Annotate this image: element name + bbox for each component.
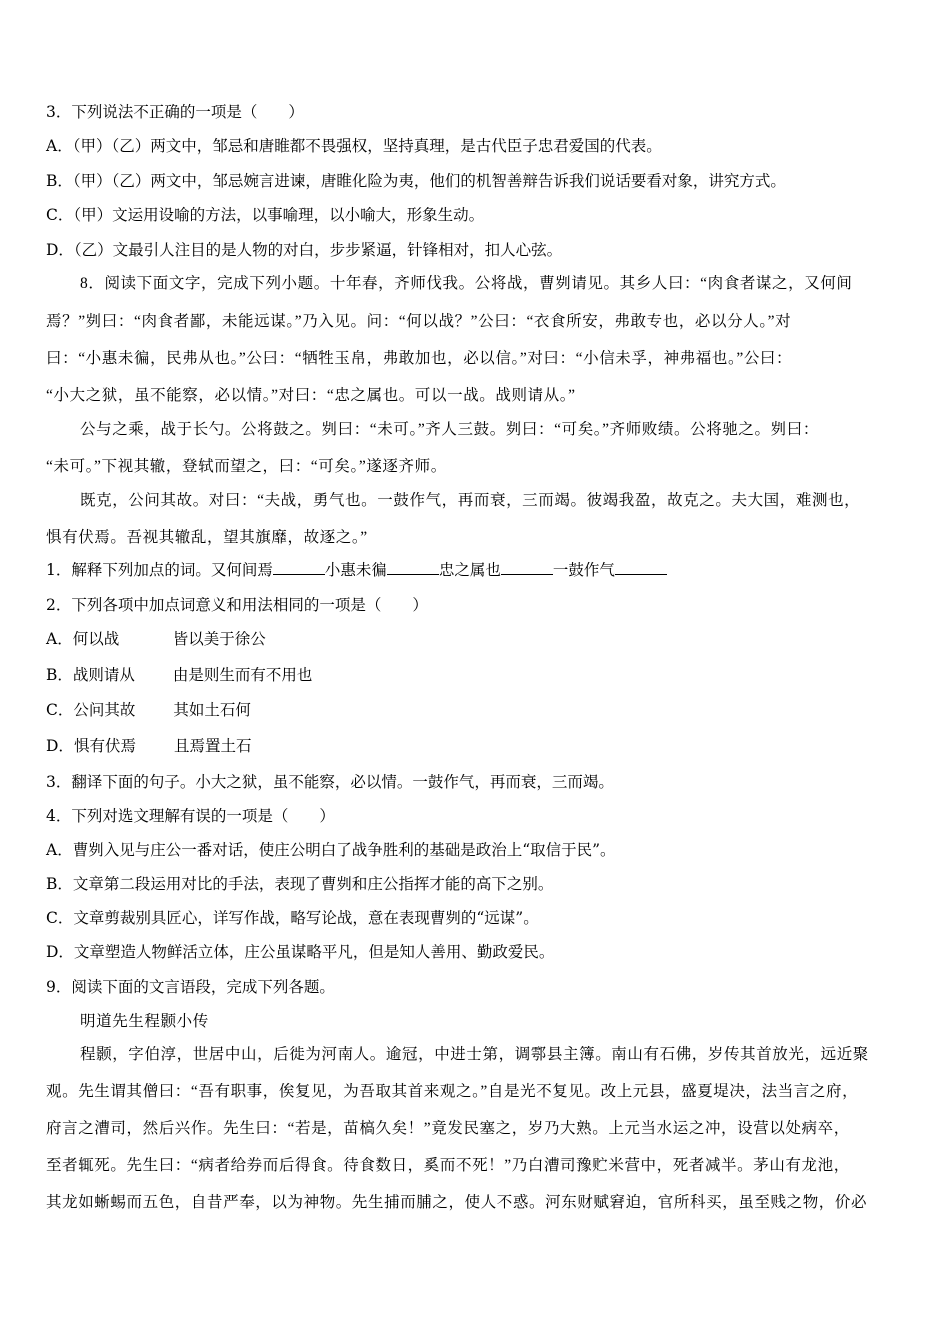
option-right-text: 皆以美于徐公 xyxy=(172,630,266,648)
q8-passage-line: 既克，公问其故。对曰：“夫战，勇气也。一鼓作气，再而衰，三而竭。彼竭我盈，故克之。夫大国，难测也， xyxy=(80,492,861,509)
q8-sub2-option-b xyxy=(46,665,312,685)
option-left-text: 战则请从 xyxy=(72,666,135,684)
answer-blank[interactable] xyxy=(273,560,325,575)
q9-passage-line: 至者辄死。先生曰：“病者给券而后得食。待食数日，奚而不死！”乃白漕司豫贮米营中，死者减半。茅山有龙池， xyxy=(46,1157,850,1174)
q9-passage-line: 其龙如蜥蜴而五色，自昔严奉，以为神物。先生捕而脯之，使人不惑。河东财赋窘迫，官所科买，虽至贱之物，价必 xyxy=(46,1194,868,1211)
option-left-text: 公问其故 xyxy=(73,701,136,719)
option-label: A． xyxy=(46,630,73,648)
q9-passage-line: 程颢，字伯淳，世居中山，后徙为河南人。逾冠，中进士第，调鄠县主簿。南山有石佛，岁传其首放光，远近聚 xyxy=(80,1046,869,1063)
q8-sub1-item: 一鼓作气 xyxy=(552,561,615,579)
q8-passage-line: “小大之狱，虽不能察，必以情。”对曰：“忠之属也。可以一战。战则请从。” xyxy=(46,387,576,404)
answer-blank[interactable] xyxy=(387,560,439,575)
option-right-text: 且焉置土石 xyxy=(173,737,252,755)
q8-passage-line: 惧有伏焉。吾视其辙乱，望其旗靡，故逐之。” xyxy=(46,529,368,546)
option-label: B． xyxy=(46,666,73,684)
q9-stem: 9．阅读下面的文言语段，完成下列各题。 xyxy=(46,978,335,996)
q9-title: 明道先生程颢小传 xyxy=(80,1013,209,1030)
option-label: D． xyxy=(46,737,74,755)
q3-option-d: D．（乙）文最引人注目的是人物的对白，步步紧逼，针锋相对，扣人心弦。 xyxy=(46,241,563,259)
q3-option-c: C．（甲）文运用设喻的方法，以事喻理，以小喻大，形象生动。 xyxy=(46,206,485,224)
q8-sub2-option-c xyxy=(46,700,251,720)
q3-option-b: B．（甲）（乙）两文中，邹忌婉言进谏，唐睢化险为夷，他们的机智善辩告诉我们说话要看对象，讲究方式。 xyxy=(46,172,786,190)
option-right-text: 由是则生而有不用也 xyxy=(172,666,313,684)
q8-sub1-item: 忠之属也 xyxy=(438,561,501,579)
q8-passage-line: 公与之乘，战于长勺。公将鼓之。刿曰：“未可。”齐人三鼓。刿曰：“可矣。”齐师败绩。公将驰之。刿曰： xyxy=(80,421,819,438)
q8-sub3: 3．翻译下面的句子。小大之狱，虽不能察，必以情。一鼓作气，再而衰，三而竭。 xyxy=(46,773,614,791)
option-left-text: 何以战 xyxy=(72,630,120,648)
q8-sub2-option-a xyxy=(46,629,266,649)
q8-passage-line: 8．阅读下面文字，完成下列小题。十年春，齐师伐我。公将战，曹刿请见。其乡人曰：“肉食者谋之，又何间 xyxy=(80,275,853,292)
q8-passage-line: “未可。”下视其辙，登轼而望之，曰：“可矣。”遂逐齐师。 xyxy=(46,458,447,475)
answer-blank[interactable] xyxy=(615,560,667,575)
q8-sub1-item: 小惠未徧 xyxy=(324,561,387,579)
q3-option-a: A．（甲）（乙）两文中，邹忌和唐睢都不畏强权，坚持真理，是古代臣子忠君爱国的代表。 xyxy=(46,137,662,155)
q8-sub4-option-a: A．曹刿入见与庄公一番对话，使庄公明白了战争胜利的基础是政治上“取信于民”。 xyxy=(46,841,616,859)
q9-passage-line: 府言之漕司，然后兴作。先生曰：“若是，苗槁久矣！”竟发民塞之，岁乃大熟。上元当水运之冲，设营以处病卒， xyxy=(46,1120,850,1137)
option-right-text: 其如土石何 xyxy=(173,701,251,719)
q9-passage-line: 观。先生谓其僧曰：“吾有职事，俟复见，为吾取其首来观之。”自是光不复见。改上元县，盛夏堤决，法当言之府， xyxy=(46,1083,859,1100)
q8-sub1 xyxy=(46,560,667,580)
q8-sub4-option-c: C．文章剪裁别具匠心，详写作战，略写论战，意在表现曹刿的“远谋”。 xyxy=(46,909,539,927)
q8-sub2-stem: 2．下列各项中加点词意义和用法相同的一项是（ ） xyxy=(46,596,428,614)
q8-sub1-label: 1．解释下列加点的词。 xyxy=(46,561,211,579)
q8-sub1-item: 又何间焉 xyxy=(210,561,273,579)
option-left-text: 惧有伏焉 xyxy=(73,737,136,755)
q8-sub4-option-d: D．文章塑造人物鲜活立体，庄公虽谋略平凡，但是知人善用、勤政爱民。 xyxy=(46,943,555,961)
q8-sub4-stem: 4．下列对选文理解有误的一项是（ ） xyxy=(46,807,335,825)
q3-stem: 3．下列说法不正确的一项是（ ） xyxy=(46,103,304,121)
q8-passage-line: 焉？”刿曰：“肉食者鄙，未能远谋。”乃入见。问：“何以战？”公曰：“衣食所安，弗敢专也，必以分人。”对 xyxy=(46,313,792,330)
q8-sub2-option-d xyxy=(46,736,251,756)
answer-blank[interactable] xyxy=(501,560,553,575)
option-label: C． xyxy=(46,701,74,719)
q8-passage-line: 曰：“小惠未徧，民弗从也。”公曰：“牺牲玉帛，弗敢加也，必以信。”对曰：“小信未孚，神弗福也。”公曰： xyxy=(46,350,793,367)
q8-sub4-option-b: B．文章第二段运用对比的手法，表现了曹刿和庄公指挥才能的高下之别。 xyxy=(46,875,554,893)
